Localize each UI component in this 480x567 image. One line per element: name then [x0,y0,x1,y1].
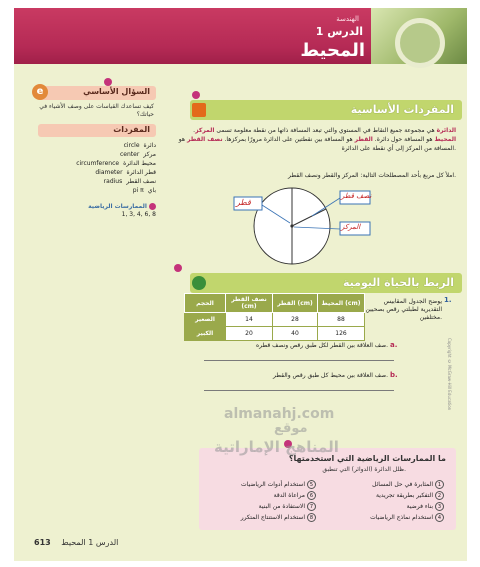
globe-icon [192,276,206,290]
lesson-title: المحيط [300,40,365,61]
practices-bullet-icon [149,203,156,210]
term-circumference: المحيط [434,136,456,143]
vocab-en: radius [103,178,123,185]
handwritten-answer-1: قطر [236,198,251,207]
practice-text: استخدام نماذج الرياضيات [370,514,433,521]
side-credit: Copyright © McGraw-Hill Education [447,338,452,411]
practices-list: 1, 3, 4, 6, 8 [121,211,156,218]
practice-option[interactable] [370,513,444,522]
practice-text: استخدام الاستنتاج المتكرر [240,514,305,521]
practice-text: مراعاة الدقة [273,492,305,499]
essential-question-heading [38,86,156,100]
vocab-en: circumference [76,160,120,167]
vocab-en: pi π [132,187,144,194]
table-cell: 88 [318,313,365,327]
practice-text: التفكير بطريقة تجريدية [376,492,433,499]
pin-icon [174,264,182,272]
term-center: المركز [195,127,215,134]
term-radius: نصف القطر [186,136,223,143]
practice-text: المثابرة في حل المسائل [372,481,433,488]
header-photo [371,8,467,64]
answer-line [204,360,394,361]
practice-option[interactable] [407,502,444,511]
vocab-item [38,168,156,177]
practice-text: بناء فرضية [406,503,433,510]
textbook-page [14,8,467,561]
table-cell: 126 [318,327,365,341]
watermark-site: almanahj.com [224,406,335,422]
vocab-ar: قطر الدائرة [126,169,156,176]
practices-box-title: ما الممارسات الرياضية التي استخدمتها؟ [288,454,446,463]
pin-icon [104,78,112,86]
answer-line [204,390,394,391]
watermark-site-ar2: المناهج الإماراتية [214,438,339,456]
question-1-number: 1. [444,296,452,304]
table-cell: الصغير [185,313,226,327]
lesson-header [14,8,467,64]
def-text-4: هو المسافة من المركز إلى أي نقطة على الدائرة. [178,136,456,152]
table-row [185,327,365,341]
vocab-en: center [119,151,140,158]
handwritten-answer-3: المركز [341,223,361,231]
practice-circle[interactable]: 3 [435,502,444,511]
table-header: القطر (cm) [273,294,318,313]
practice-option[interactable] [274,491,316,500]
practice-circle[interactable]: 8 [307,513,316,522]
page-number: 613 [34,538,51,547]
question-b-label: b. [390,371,398,379]
vocab-definition: الدائرة هي مجموعة جميع النقاط في المستوي والتي تبعد المسافة ذاتها من نقطة معلومة تسمى المركز. المحيط هو المسافة حول دائرة. القطر هو المسافة بين نقطتين على الدائرة مرورًا بمركزها. نصف القطر هو المسافة من المركز إلى أي نقطة على الدائرة. [178,127,456,152]
e-logo-icon: e [32,84,48,100]
essential-question-heading-text: السؤال الأساسي [83,87,150,96]
watermark-site-ar: موقع [274,421,308,436]
vocab-section-label: المفردات الأساسية [350,103,454,116]
pin-icon [192,91,200,99]
real-life-section-bar [190,273,462,293]
vocab-list [38,141,156,195]
drum-table [184,293,365,341]
table-cell: 40 [273,327,318,341]
def-text-1: هي مجموعة جميع النقاط في المستوي والتي تبعد المسافة ذاتها من نقطة معلومة تسمى [216,127,435,134]
table-row [185,313,365,327]
real-life-section-label: الربط بالحياة اليومية [342,276,454,289]
practices-box [199,448,456,530]
term-diameter: القطر [354,136,373,143]
practice-circle[interactable]: 4 [435,513,444,522]
vocab-item [38,177,156,186]
vocab-item [38,141,156,150]
vocab-item [38,150,156,159]
table-cell: 28 [273,313,318,327]
practice-option[interactable] [241,480,316,489]
vocab-item [38,159,156,168]
practice-option[interactable] [376,491,444,500]
practice-circle[interactable]: 1 [435,480,444,489]
practice-circle[interactable]: 2 [435,491,444,500]
vocab-heading: المفردات [38,124,156,137]
table-cell: 20 [226,327,273,341]
def-text-3: هو المسافة بين نقطتين على الدائرة مرورًا بمركزها. [224,136,353,143]
lesson-number: الدرس 1 [315,25,363,38]
question-b-text: صف العلاقة بين محيط كل طبق رقص والقطر. [272,372,388,379]
sidebar [38,86,156,218]
table-header: نصف القطر (cm) [226,294,273,313]
circle-diagram [214,183,404,268]
practice-circle[interactable]: 7 [307,502,316,511]
table-header: الحجم [185,294,226,313]
practices-heading [38,203,156,210]
practice-text: استخدام أدوات الرياضيات [241,481,305,488]
page-footer [34,538,118,547]
practice-text: الاستفادة من البنية [258,503,305,510]
practice-circle[interactable]: 6 [307,491,316,500]
table-header: المحيط (cm) [318,294,365,313]
practice-option[interactable] [259,502,316,511]
practice-option[interactable] [372,480,444,489]
vocab-ar: مركز [143,151,156,158]
vocab-ar: دائرة [143,142,156,149]
header-kicker: الهندسة [336,15,359,23]
vocab-ar: باي [147,187,156,194]
vocab-section-bar [190,100,462,120]
question-a-text: صف العلاقة بين القطر لكل طبق رقص ونصف قطره. [256,342,388,349]
term-circle: الدائرة [436,127,456,134]
practice-circle[interactable]: 5 [307,480,316,489]
vocab-ar: محيط الدائرة [123,160,156,167]
footer-lesson-ref: الدرس 1 المحيط [61,538,119,547]
question-1-text: يوضح الجدول المقابيس التقديرية لطبلتي رقص بصحيين مختلفين. [365,298,442,321]
vocab-section-icon [192,103,206,117]
handwritten-answer-2: نصف قطر [341,192,372,200]
vocab-instruction: املأ كل مربع بأحد المصطلحات التالية: المركز والقطر ونصف القطر. [288,172,456,179]
question-a-label: a. [390,341,398,349]
table-cell: الكبير [185,327,226,341]
practices-box-subtitle: ظلل الدائرة (الدوائر) التي تنطبق. [322,466,406,473]
vocab-en: diameter [95,169,123,176]
vocab-en: circle [123,142,140,149]
vocab-item [38,186,156,195]
practice-option[interactable] [241,513,316,522]
practices-heading-text: الممارسات الرياضية [88,203,147,210]
vocab-ar: نصف القطر [126,178,156,185]
essential-question: كيف تساعدك القياسات على وصف الأشياء في حياتك؟ [39,103,154,118]
table-cell: 14 [226,313,273,327]
def-text-2: هو المسافة حول دائرة. [374,136,433,143]
